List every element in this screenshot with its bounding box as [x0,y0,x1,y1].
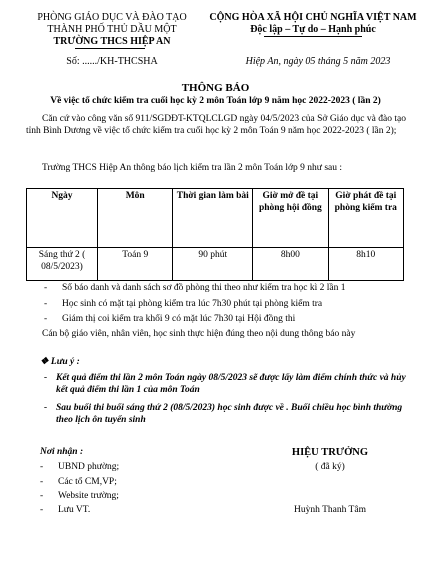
header-right-underline [264,36,362,37]
schedule-table [26,188,404,281]
recipient-item: Các tổ CM,VP; [58,477,117,487]
col-header-open-time: Giờ mở đề tại phòng hội đồng [253,189,328,248]
notice-title: THÔNG BÁO [181,82,250,94]
republic-name: CỘNG HÒA XÃ HỘI CHỦ NGHĨA VIỆT NAM [209,12,417,23]
cell-open-time: 8h00 [253,248,328,281]
doc-number: Số: ....../KH-THCSHA [66,56,158,67]
recipient-item: Website trường; [58,491,119,501]
cell-subject: Toán 9 [98,248,173,281]
notice-subtitle: Về việc tổ chức kiểm tra cuối học kỳ 2 môn Toán lớp 9 năm học 2022-2023 ( lần 2) [50,96,381,106]
note-section [40,356,80,368]
dept-name: PHÒNG GIÁO DỤC VÀ ĐÀO TẠO [37,12,187,23]
note-label: Lưu ý : [50,357,80,367]
header-left-underline [75,48,145,49]
bullet-dash: - [40,462,44,472]
motto: Độc lập – Tự do – Hạnh phúc [250,24,376,35]
bullet-dash: - [44,299,48,309]
header-left [14,12,210,48]
cell-duration: 90 phút [173,248,253,281]
col-header-duration: Thời gian làm bài [173,189,253,248]
signer-name: Huỳnh Thanh Tâm [294,505,366,515]
list-item: Học sinh có mặt tại phòng kiểm tra lúc 7h30 phút tại phòng kiểm tra [62,299,323,309]
doc-date: Hiệp An, ngày 05 tháng 5 năm 2023 [245,56,391,67]
col-header-subject: Môn [98,189,173,248]
recipients-label: Nơi nhận : [40,447,84,457]
signature-title: HIỆU TRƯỞNG [291,447,369,458]
bullet-dash: - [40,477,44,487]
cell-date: Sáng thứ 2 ( 08/5/2023) [27,248,98,281]
intro-paragraph-2: Trường THCS Hiệp An thông báo lịch kiểm tra lần 2 môn Toán lớp 9 như sau : [42,163,343,173]
header-right [200,12,426,36]
closing-paragraph: Cán bộ giáo viên, nhân viên, học sinh thực hiện đúng theo nội dung thông báo này [42,329,356,339]
col-header-distribute-time: Giờ phát đề tại phòng kiểm tra [328,189,403,248]
signature-status: ( đã ký) [315,462,345,472]
school-name: TRƯỜNG THCS HIỆP AN [53,36,171,47]
bullet-dash: - [44,403,48,413]
cell-distribute-time: 8h10 [328,248,403,281]
recipient-item: UBND phường; [58,462,120,472]
table-row [27,248,404,281]
note-item: Kết quả điểm thi lần 2 môn Toán ngày 08/5/2023 sẽ được lấy làm điểm chính thức và hủy kết quả điểm thi lần 1 của môn Toán [56,373,406,395]
note-bullet-icon: ❖ [40,357,49,367]
bullet-dash: - [40,491,44,501]
note-item: Sau buổi thi buổi sáng thứ 2 (08/5/2023) học sinh được về . Buổi chiều học bình thường theo lịch ôn tuyển sinh [56,403,403,425]
list-item: Giám thị coi kiểm tra khối 9 có mặt lúc 7h30 tại Hội đồng thi [62,314,296,324]
bullet-dash: - [44,373,48,383]
list-item: Số báo danh và danh sách sơ đồ phòng thi theo như kiểm tra học kì 2 lần 1 [62,283,346,293]
recipient-item: Lưu VT. [58,505,91,515]
table-header-row [27,189,404,248]
col-header-date: Ngày [27,189,98,248]
bullet-dash: - [44,283,48,293]
intro-paragraph-1: Căn cứ vào công văn số 911/SGDĐT-KTQLCLGD ngày 04/5/2023 của Sở Giáo dục và đào tạo tỉnh Bình Dương về việc tổ chức kiểm tra cuối học kỳ 2 môn Toán 9 năm học 2022-2023 ( lần 2); [26,114,406,136]
bullet-dash: - [44,314,48,324]
city-name: THÀNH PHỐ THỦ DẦU MỘT [47,24,177,35]
bullet-dash: - [40,505,44,515]
